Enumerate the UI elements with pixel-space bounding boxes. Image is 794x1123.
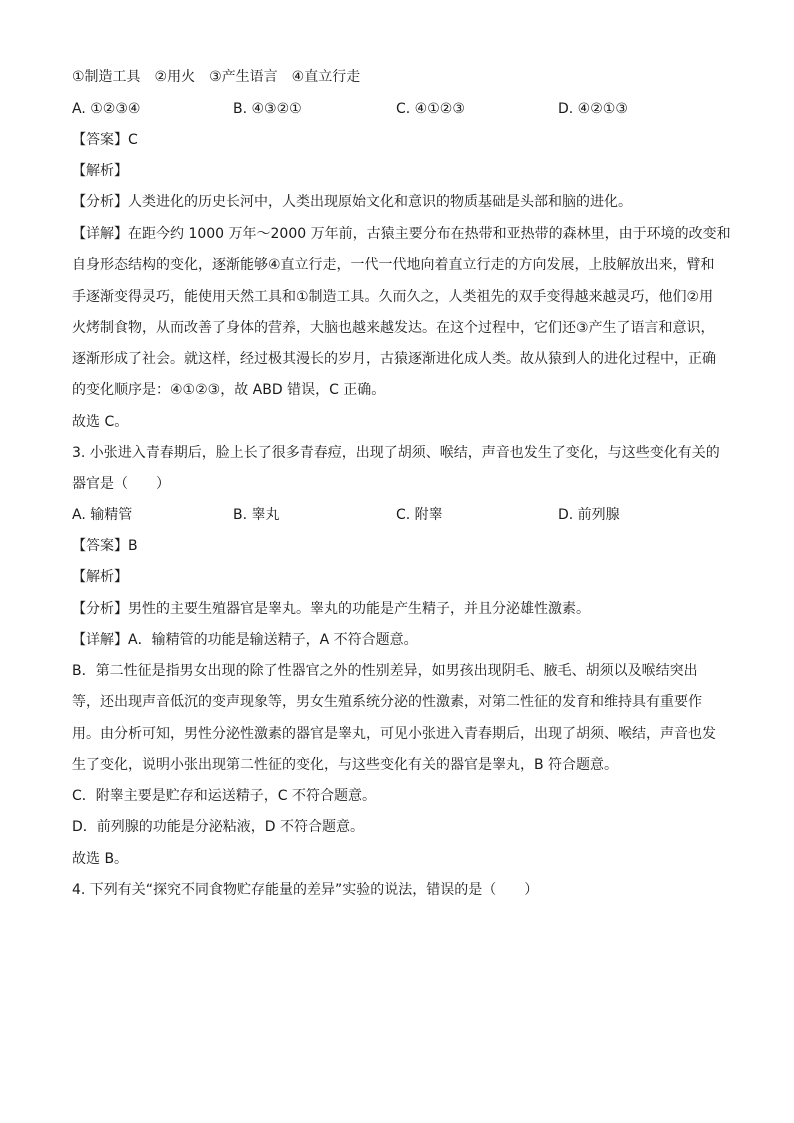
q3-xiangjie-b-line: 等，还出现声音低沉的变声现象等，男女生殖系统分泌的性激素，对第二性征的发育和维持具有重要作 (72, 694, 702, 710)
q3-stem-line: 3. 小张进入青春期后，脸上长了很多青春痘，出现了胡须、喉结，声音也发生了变化，与这些变化有关的 (72, 445, 720, 461)
q2-xiangjie-line: 火烤制食物，从而改善了身体的营养，大脑也越来越发达。在这个过程中，它们还③产生了语言和意识， (72, 320, 715, 336)
q3-option-b: B. 睾丸 (233, 507, 280, 523)
q2-xiangjie-line: 手逐渐变得灵巧，能使用天然工具和①制造工具。久而久之，人类祖先的双手变得越来越灵巧，他们②用 (72, 289, 714, 305)
q4-stem: 4. 下列有关“探究不同食物贮存能量的差异”实验的说法，错误的是（ ） (72, 882, 539, 898)
q3-answer: 【答案】B (72, 538, 138, 554)
q3-xiangjie-a: 【详解】A．输精管的功能是输送精子，A 不符合题意。 (72, 632, 418, 648)
q2-option-d: D. ④②①③ (558, 101, 628, 117)
q2-conclusion: 故选 C。 (72, 414, 129, 430)
q3-xiangjie-b-line: 生了变化，说明小张出现第二性征的变化，与这些变化有关的器官是睾丸，B 符合题意。 (72, 757, 619, 773)
q3-fenxi: 【分析】男性的主要生殖器官是睾丸。睾丸的功能是产生精子，并且分泌雄性激素。 (72, 601, 590, 617)
q2-xiangjie-line: 自身形态结构的变化，逐渐能够④直立行走，一代一代地向着直立行走的方向发展，上肢解放出来，臂和 (72, 257, 715, 273)
q2-xiangjie-line: 的变化顺序是：④①②③，故 ABD 错误，C 正确。 (72, 382, 386, 398)
q2-options (72, 100, 732, 118)
q2-option-a: A. ①②③④ (72, 101, 141, 117)
q3-xiangjie-c: C．附睾主要是贮存和运送精子，C 不符合题意。 (72, 788, 376, 804)
q3-option-a: A. 输精管 (72, 507, 133, 523)
q3-xiangjie-d: D．前列腺的功能是分泌粘液，D 不符合题意。 (72, 819, 365, 835)
q3-option-c: C. 附睾 (396, 507, 443, 523)
q3-stem-line: 器官是（ ） (72, 476, 170, 492)
q2-option-c: C. ④①②③ (396, 101, 465, 117)
q3-xiangjie-b-line: B．第二性征是指男女出现的除了性器官之外的性别差异，如男孩出现阴毛、腋毛、胡须以及喉结突出 (72, 663, 698, 679)
q3-options (72, 506, 732, 524)
q2-xiangjie-line: 逐渐形成了社会。就这样，经过极其漫长的岁月，古猿逐渐进化成人类。故从猿到人的进化过程中，正确 (72, 351, 716, 367)
q2-items: ①制造工具 ②用火 ③产生语言 ④直立行走 (72, 69, 361, 85)
q3-option-d: D. 前列腺 (558, 507, 620, 523)
q2-answer: 【答案】C (72, 132, 138, 148)
q2-option-b: B. ④③②① (233, 101, 302, 117)
q3-conclusion: 故选 B。 (72, 851, 129, 867)
q3-xiangjie-b-line: 用。由分析可知，男性分泌性激素的器官是睾丸，可见小张进入青春期后，出现了胡须、喉结，声音也发 (72, 726, 716, 742)
q2-fenxi: 【分析】人类进化的历史长河中，人类出现原始文化和意识的物质基础是头部和脑的进化。 (72, 194, 632, 210)
q3-analysis-header: 【解析】 (72, 569, 128, 585)
q2-analysis-header: 【解析】 (72, 163, 128, 179)
q2-xiangjie-line: 【详解】在距今约 1000 万年～2000 万年前，古猿主要分布在热带和亚热带的森林里，由于环境的改变和 (72, 226, 731, 242)
